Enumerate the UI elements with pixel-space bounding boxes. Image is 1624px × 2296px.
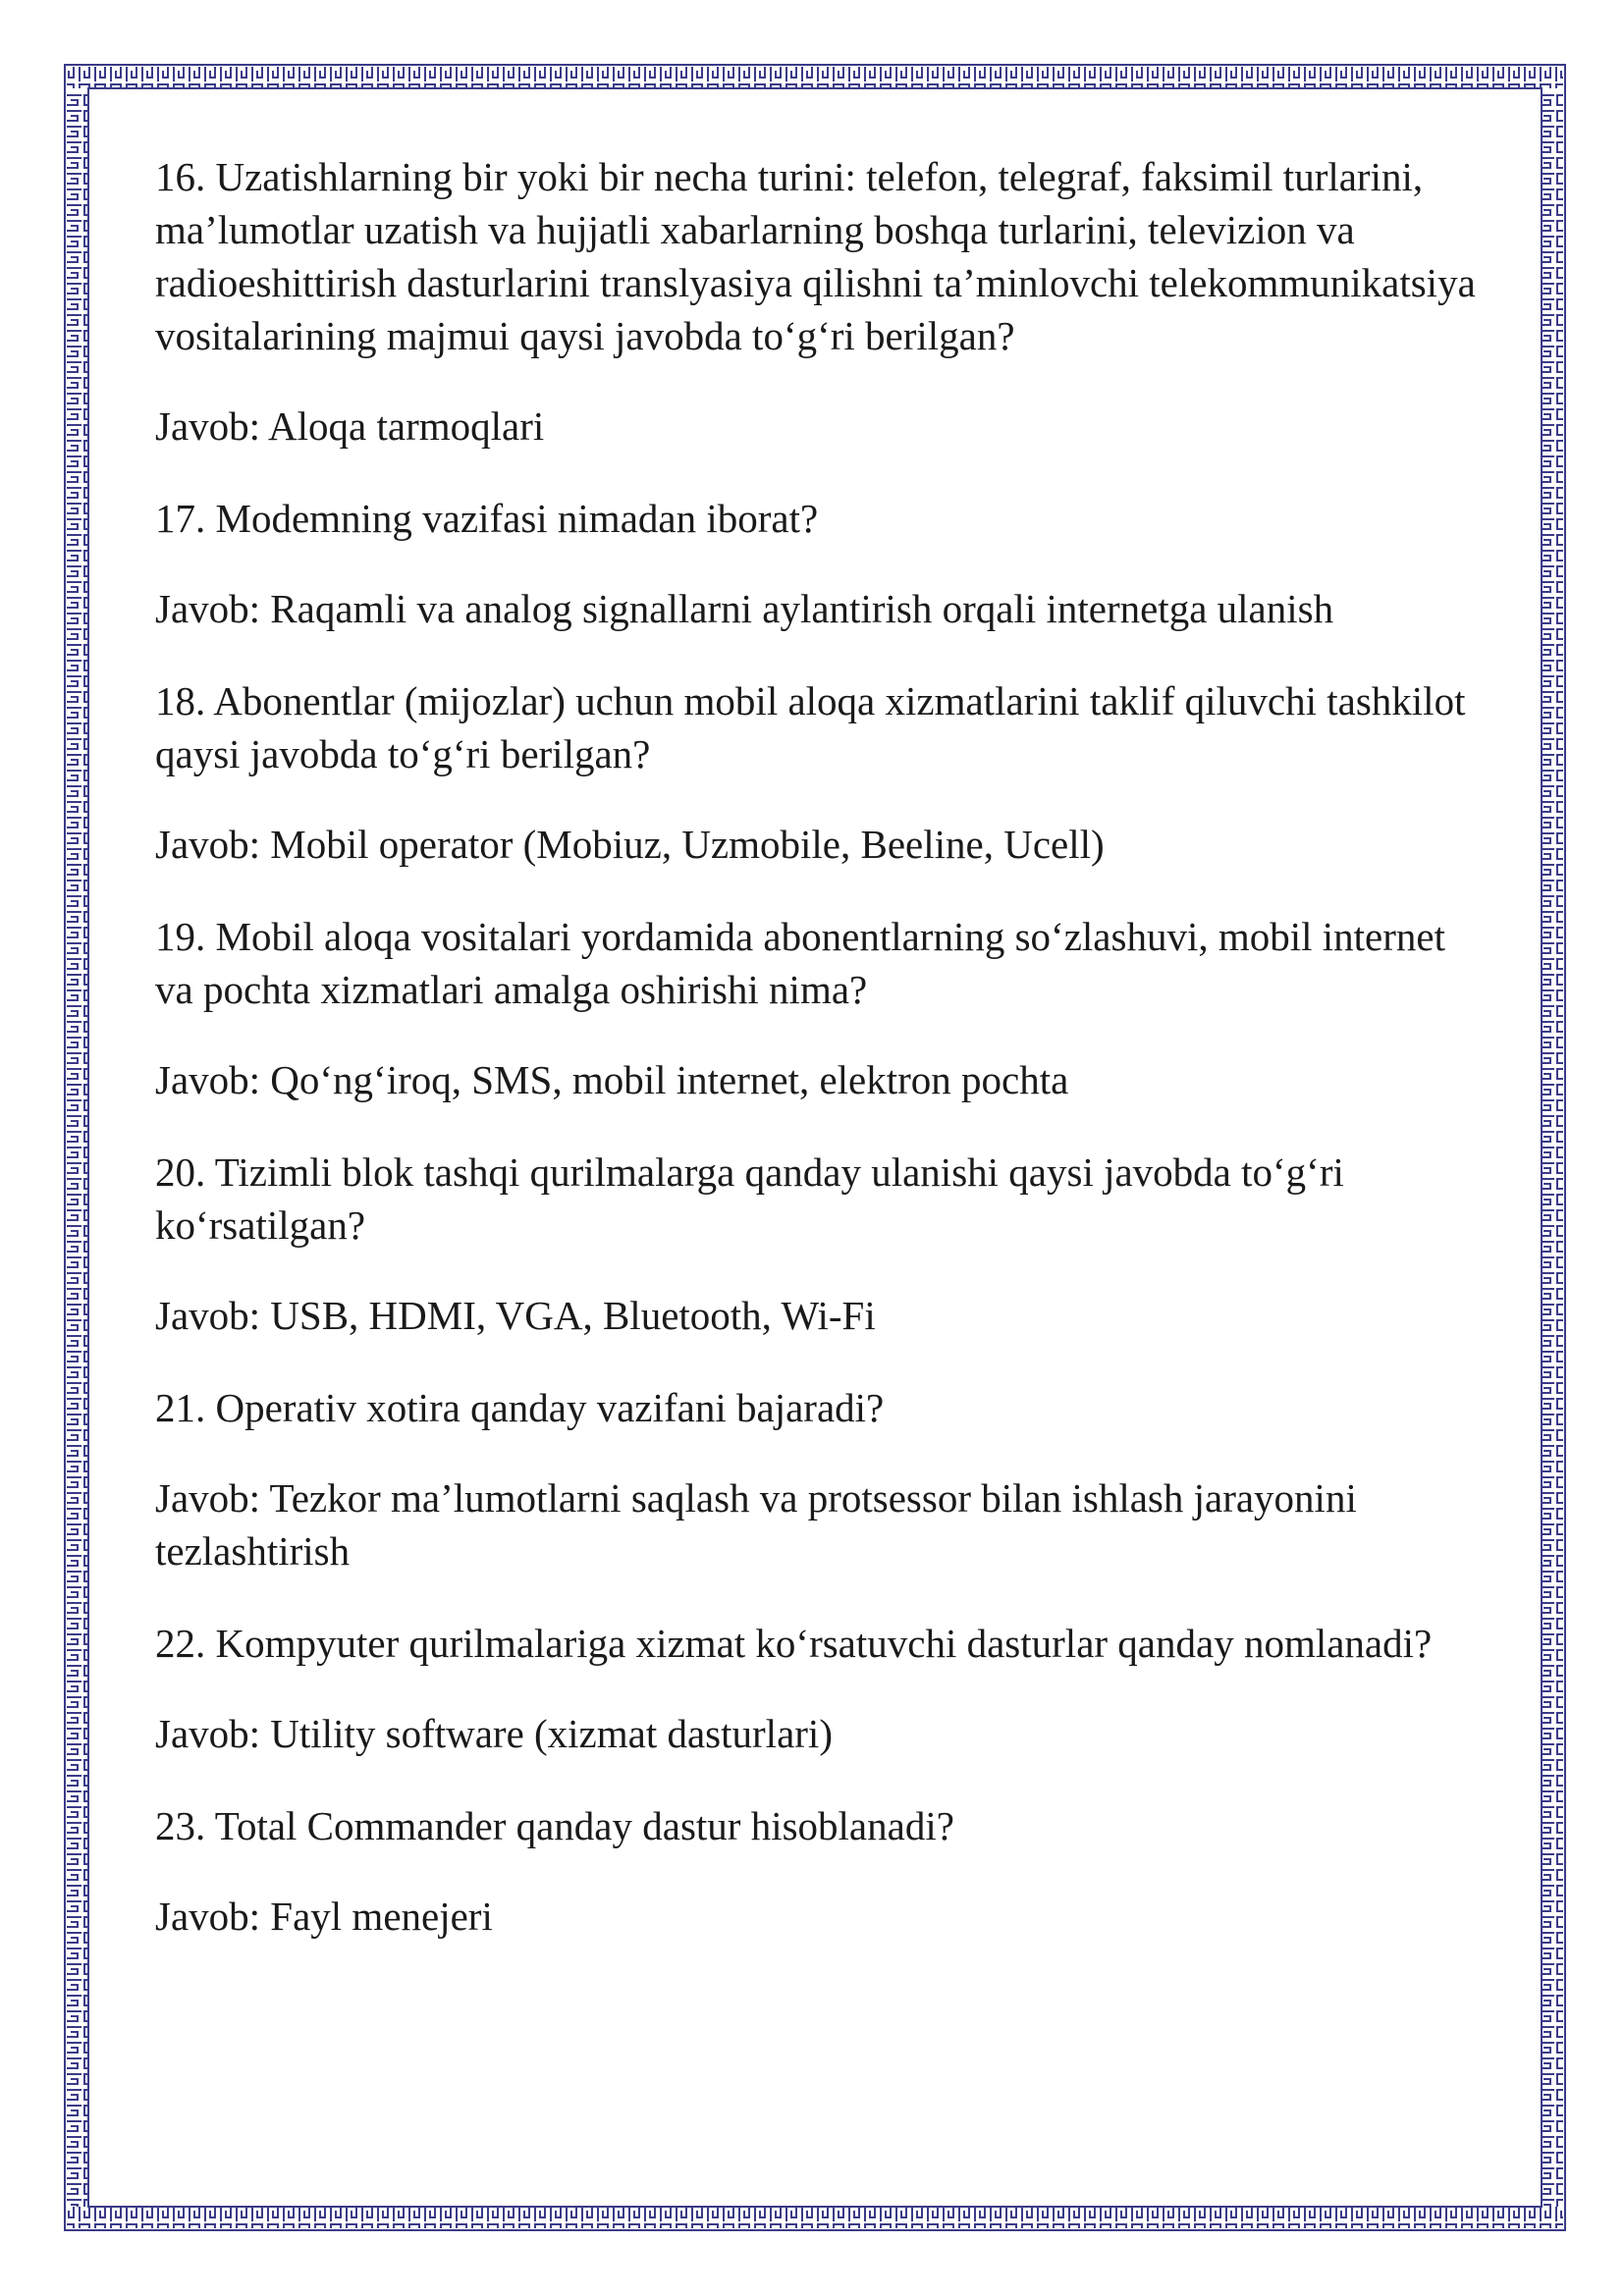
question-22: 22. Kompyuter qurilmalariga xizmat ko‘rsatuvchi dasturlar qanday nomlanadi?: [155, 1621, 1433, 1666]
question-16: 16. Uzatishlarning bir yoki bir necha turini: telefon, telegraf, faksimil turlarini, ma’lumotlar uzatish va hujjatli xabarlarning boshqa turlarini, televizion va radioeshittirish dasturlarini translyasiya qilishni ta’minlovchi telekommunikatsiya vositalarining majmui qaysi javobda to‘g‘ri berilgan?: [155, 154, 1476, 358]
question-20: 20. Tizimli blok tashqi qurilmalarga qanday ulanishi qaysi javobda to‘g‘ri ko‘rsatilgan?: [155, 1149, 1344, 1248]
answer-19: Javob: Qo‘ng‘iroq, SMS, mobil internet, elektron pochta: [155, 1057, 1069, 1102]
answer-23: Javob: Fayl menejeri: [155, 1894, 493, 1939]
question-18: 18. Abonentlar (mijozlar) uchun mobil aloqa xizmatlarini taklif qiluvchi tashkilot qaysi javobda to‘g‘ri berilgan?: [155, 678, 1466, 776]
answer-17: Javob: Raqamli va analog signallarni aylantirish orqali internetga ulanish: [155, 586, 1334, 631]
question-23: 23. Total Commander qanday dastur hisoblanadi?: [155, 1803, 954, 1848]
answer-22: Javob: Utility software (xizmat dasturlari): [155, 1711, 833, 1756]
answer-18: Javob: Mobil operator (Mobiuz, Uzmobile, Beeline, Ucell): [155, 822, 1105, 867]
question-19: 19. Mobil aloqa vositalari yordamida abonentlarning so‘zlashuvi, mobil internet va pochta xizmatlari amalga oshirishi nima?: [155, 914, 1445, 1012]
qa-list: [155, 150, 1481, 1982]
answer-16: Javob: Aloqa tarmoqlari: [155, 403, 545, 449]
question-17: 17. Modemning vazifasi nimadan iborat?: [155, 496, 819, 541]
answer-20: Javob: USB, HDMI, VGA, Bluetooth, Wi-Fi: [155, 1293, 876, 1338]
question-21: 21. Operativ xotira qanday vazifani bajaradi?: [155, 1385, 885, 1430]
answer-21: Javob: Tezkor ma’lumotlarni saqlash va protsessor bilan ishlash jarayonini tezlashtirish: [155, 1475, 1357, 1574]
